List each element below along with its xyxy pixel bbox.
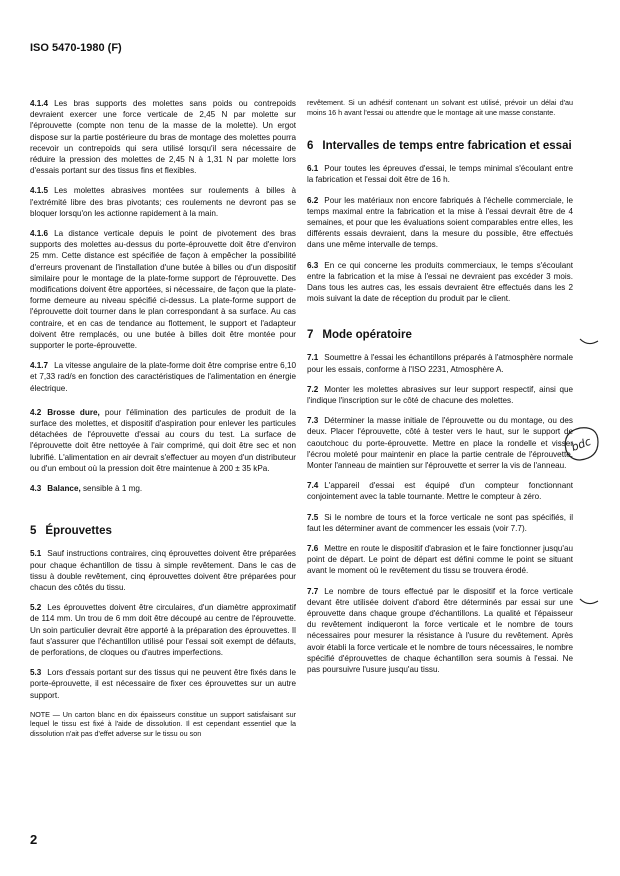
note: NOTE — Un carton blanc en dix épaisseurs constitue un support satisfaisant sur lequel le tissu est fixé à l'aide de dissolution. Il est cependant essentiel que la dissolution n'ait pas d'effet adverse sur le tissu ou son <box>30 709 296 738</box>
handwritten-tick-mark <box>578 335 600 349</box>
clause-term: Balance, <box>47 484 81 494</box>
clause-7-1 <box>307 352 573 374</box>
clause-number: 4.2 <box>30 407 42 417</box>
clause-7-5 <box>307 512 573 534</box>
clause-4-1-5 <box>30 185 296 219</box>
clause-text: Pour toutes les épreuves d'essai, le temps minimal s'écoulant entre la fabrication et l'essai doit être de 16 h. <box>307 164 573 185</box>
document-header: ISO 5470-1980 (F) <box>30 42 122 54</box>
clause-text: La vitesse angulaire de la plate-forme doit être comprise entre 6,10 et 7,33 rad/s en fonction des caractéristiques de l'alimentation en énergie électrique. <box>30 361 296 393</box>
clause-4-1-7 <box>30 360 296 394</box>
clause-number: 4.1.4 <box>30 99 49 108</box>
clause-5-2 <box>30 602 296 658</box>
clause-number: 4.1.6 <box>30 229 49 239</box>
right-column <box>307 98 573 684</box>
section-5-heading: 5 Éprouvettes <box>30 525 112 538</box>
clause-text: Lors d'essais portant sur des tissus qui ne peuvent être fixés dans le porte-éprouvette, il est nécessaire de fixer ces éprouvettes sur un autre support. <box>30 668 296 700</box>
handwritten-bdc-annotation <box>558 420 604 466</box>
clause-4-2 <box>30 407 296 474</box>
clause-number: 5.1 <box>30 549 42 559</box>
handwritten-tick-mark <box>578 595 600 609</box>
clause-7-7 <box>307 586 573 676</box>
clause-text: Les éprouvettes doivent être circulaires, d'un diamètre approximatif de 114 mm. Un trou de 6 mm doit être découpé au centre de l'éprouvette. Un soin particulier devrait être apporté à la préparation des éprouvettes. Il faut s'assurer que l'échantillon utilisé pour l'essai soit exempt de défauts, de perforations, de cloques ou d'autres imperfections. <box>30 603 296 657</box>
clause-number: 7.3 <box>307 416 319 426</box>
clause-number: 7.4 <box>307 481 319 491</box>
clause-4-1-6 <box>30 228 296 351</box>
section-7-heading: 7 Mode opératoire <box>307 329 412 342</box>
clause-number: 4.1.5 <box>30 186 49 196</box>
clause-number: 4.1.7 <box>30 361 49 371</box>
clause-7-4 <box>307 480 573 502</box>
clause-text: sensible à 1 mg. <box>82 484 143 494</box>
clause-term: Brosse dure, <box>47 407 100 417</box>
clause-number: 4.3 <box>30 484 42 494</box>
clause-text: La distance verticale depuis le point de pivotement des bras supports des molettes au-dessus du porte-éprouvette doit être d'environ 25 mm. Cette distance est spécifiée de façon à empêcher la possibilité d'erreurs provenant de l'installation d'une butée à billes ou d'un dispositif similaire pour le montage de la plate-forme support de l'éprouvette. Des modifications doivent être apportées, si nécessaire, de façon que la plate-forme demeure au niveau spécifié ci-dessus. La plate-forme support de l'éprouvette doit tourner dans le plan correspondant à sa surface. Au cas contraire, et en cas de tendance au flottement, le support et l'adapteur doivent être remplacés, ou une butée à billes doit être montée pour supporter le porte-éprouvette. <box>30 229 296 351</box>
clause-7-2 <box>307 384 573 406</box>
clause-7-3 <box>307 415 573 471</box>
clause-number: 7.7 <box>307 586 319 596</box>
clause-text: Monter les molettes abrasives sur leur support respectif, ainsi que l'indique l'inscription sur le côté de chacune des molettes. <box>307 384 573 406</box>
note-continuation: revêtement. Si un adhésif contenant un solvant est utilisé, prévoir un délai d'au moins 16 h avant l'essai ou attendre que le montage ait une masse constante. <box>307 98 573 117</box>
page-number: 2 <box>30 832 38 847</box>
clause-text: pour l'élimination des particules de produit de la surface des molettes, et dispositif d'aspiration pour enlever les particules détachées de l'éprouvette d'essai au cours du test. La surface de l'éprouvette doit être nettoyée à l'air comprimé, qui doit être sec et non lubrifié. L'alimentation en air devrait s'effectuer au moyen d'un distributeur ou d'un embout où la pression doit être maintenue à 200 ± 35 kPa. <box>30 407 297 473</box>
clause-number: 7.2 <box>307 384 319 394</box>
clause-text: Soumettre à l'essai les échantillons préparés à l'atmosphère normale pour les essais, conforme à l'ISO 2231, Atmosphère A. <box>307 353 573 374</box>
clause-number: 6.1 <box>307 164 319 174</box>
clause-text: Sauf instructions contraires, cinq éprouvettes doivent être préparées pour chaque échantillon de tissu à simple revêtement. Dans le cas de tissu à double revêtement, cinq éprouvettes doivent être préparées pour chacun des côtés du tissu. <box>30 549 296 592</box>
left-column <box>30 98 296 748</box>
clause-5-3 <box>30 667 296 701</box>
clause-text: Déterminer la masse initiale de l'éprouvette ou du montage, ou des deux. Placer l'éprouvette, côté à tester vers le haut, sur le support de caoutchouc du porte-éprouvette. Mettre en place la rondelle et visser l'écrou moleté pour maintenir en place la partie centrale de l'éprouvette. Monter l'anneau de maintien sur l'éprouvette et serrer la vis de l'anneau. <box>307 416 573 471</box>
clause-number: 7.6 <box>307 544 319 554</box>
clause-number: 6.2 <box>307 195 319 205</box>
clause-number: 6.3 <box>307 260 319 270</box>
clause-5-1 <box>30 548 296 593</box>
clause-text: Les bras supports des molettes sans poids ou contrepoids devraient exercer une force verticale de 2,45 N par molette sur l'éprouvette (compte non tenu de la masse de la molette). Un ergot dispose sur la partie postérieure du bras de montage des molettes pourra recevoir un contrepoids qui sera utilisé lorsqu'il sera nécessaire de réduire la pression des molettes de 2,45 N à 1,31 N par molette lors d'essais portant sur des tissus fins et flexibles. <box>30 99 296 176</box>
clause-text: L'appareil d'essai est équipé d'un compteur fonctionnant conjointement avec la table tournante. Mettre le compteur à zéro. <box>307 481 573 502</box>
clause-text: Si le nombre de tours et la force verticale ne sont pas spécifiés, il faut les déterminer avant de commencer les essais (voir 7.7). <box>307 512 573 533</box>
clause-4-1-4 <box>30 98 296 176</box>
clause-number: 7.5 <box>307 512 319 522</box>
clause-7-6 <box>307 543 573 577</box>
clause-text: Le nombre de tours effectué par le dispositif et la force verticale devant être utilisée doivent d'abord être déterminés par essai sur une éprouvette dans chaque groupe d'échantillons. La qualité et l'épaisseur du revêtement indiqueront la force verticale et le nombre de tours nécessaires pour mesurer la résistance à l'usure du revêtement. Après avoir établi la force verticale et le nombre de tours nécessaires, le nombre spécifié d'éprouvettes de chaque échantillon sera soumis à l'essai. Ne pas poursuivre l'usure jusqu'au tissu. <box>307 586 573 675</box>
clause-text: Pour les matériaux non encore fabriqués à l'échelle commerciale, le temps maximal entre la fabrication et la mise à l'essai devrait être de 4 semaines, et pour que les évaluations soient comparables entre elles, les différents essais devraient, dans la mesure du possible, être effectués dans une même intervalle de temps. <box>307 195 573 250</box>
clause-text: En ce qui concerne les produits commerciaux, le temps s'écoulant entre la fabrication et la mise à l'essai ne devraient pas excéder 3 mois. Dans tous les autres cas, les essais devraient être effectués dans les 2 mois suivant la date de réception du produit par le client. <box>307 260 573 304</box>
clause-number: 5.2 <box>30 603 42 613</box>
clause-4-3 <box>30 483 296 494</box>
annotation-text: bdc <box>569 434 593 455</box>
clause-6-1 <box>307 163 573 185</box>
clause-number: 5.3 <box>30 668 42 678</box>
clause-6-3 <box>307 260 573 305</box>
clause-text: Les molettes abrasives montées sur roulements à billes à l'extrémité libre des bras pivotants; ces roulements ne devront pas se bloquer lorsqu'on les actionne rapidement à la main. <box>30 186 296 218</box>
section-6-heading: 6 Intervalles de temps entre fabrication et essai <box>307 140 572 153</box>
clause-number: 7.1 <box>307 353 319 363</box>
clause-6-2 <box>307 195 573 251</box>
clause-text: Mettre en route le dispositif d'abrasion et le faire fonctionner jusqu'au point de départ. Le point de départ est défini comme le point se situant avant le moment où le revêtement du tissu se trouvera érodé. <box>307 544 573 576</box>
